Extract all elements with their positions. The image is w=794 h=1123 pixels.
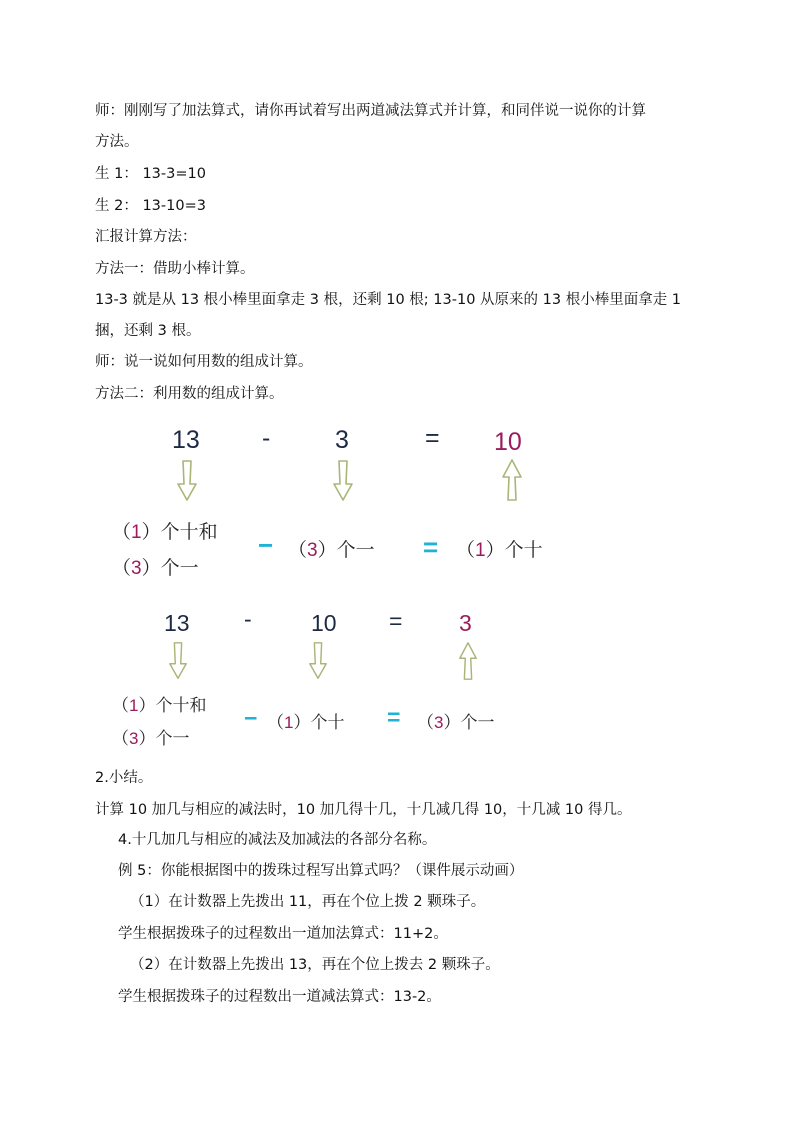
- down-arrow-icon: [332, 460, 354, 502]
- down-arrow-icon: [176, 460, 198, 502]
- method-one-heading: 方法一：借助小棒计算。: [95, 261, 255, 277]
- report-heading: 汇报计算方法：: [95, 229, 197, 245]
- example-step-1: （1）在计数器上先拨出 11，再在个位上拨 2 颗珠子。: [130, 894, 486, 910]
- composition-tens-label: （1）个十和: [112, 522, 218, 543]
- example-step-2: （2）在计数器上先拨出 13，再在个位上拨去 2 颗珠子。: [130, 957, 500, 973]
- paragraph-teacher-prompt-cont: 方法。: [95, 134, 139, 150]
- minuend: 13: [172, 426, 200, 454]
- down-arrow-icon: [308, 641, 328, 681]
- student-2-answer: 生 2： 13-10=3: [95, 198, 206, 214]
- composition-subtrahend: （3）个一: [288, 540, 375, 561]
- up-arrow-icon: [458, 641, 478, 681]
- method-one-explanation-cont: 捆，还剩 3 根。: [95, 323, 201, 339]
- composition-minus: −: [244, 705, 258, 731]
- composition-minus: −: [258, 530, 274, 560]
- student-1-answer: 生 1： 13-3=10: [95, 166, 206, 182]
- up-arrow-icon: [501, 459, 523, 501]
- example-5-question: 例 5：你能根据图中的拨珠过程写出算式吗？（课件展示动画）: [118, 863, 524, 879]
- composition-equals: =: [387, 704, 401, 730]
- down-arrow-icon: [168, 641, 188, 681]
- composition-result: （1）个十: [456, 540, 543, 561]
- composition-ones-label: （3）个一: [112, 729, 190, 748]
- subtrahend: 10: [311, 610, 337, 636]
- summary-heading: 2.小结。: [95, 770, 153, 786]
- example-step-2-result: 学生根据拨珠子的过程数出一道减法算式：13-2。: [118, 989, 441, 1005]
- method-one-explanation: 13-3 就是从 13 根小棒里面拿走 3 根，还剩 10 根; 13-10 从原来的 13 根小棒里面拿走 1: [95, 292, 682, 308]
- subtrahend: 3: [335, 426, 349, 454]
- composition-subtrahend: （1）个十: [267, 713, 345, 732]
- composition-equals: =: [423, 532, 439, 562]
- minus-sign: -: [262, 424, 271, 452]
- difference: 3: [459, 610, 472, 636]
- difference: 10: [494, 428, 522, 456]
- summary-text: 计算 10 加几与相应的减法时，10 加几得十几，十几减几得 10，十几减 10 得几。: [95, 802, 632, 818]
- section-heading: 4.十几加几与相应的减法及加减法的各部分名称。: [118, 832, 437, 848]
- paragraph-teacher-prompt: 师：刚刚写了加法算式，请你再试着写出两道减法算式并计算，和同伴说一说你的计算: [95, 103, 646, 119]
- equals-sign: =: [389, 608, 403, 634]
- minuend: 13: [164, 610, 190, 636]
- composition-tens-label: （1）个十和: [112, 696, 207, 715]
- teacher-question: 师：说一说如何用数的组成计算。: [95, 354, 313, 370]
- composition-ones-label: （3）个一: [112, 558, 199, 579]
- composition-result: （3）个一: [417, 713, 495, 732]
- example-step-1-result: 学生根据拨珠子的过程数出一道加法算式：11+2。: [118, 926, 448, 942]
- equals-sign: =: [425, 424, 440, 452]
- method-two-heading: 方法二：利用数的组成计算。: [95, 386, 284, 402]
- minus-sign: -: [244, 606, 252, 632]
